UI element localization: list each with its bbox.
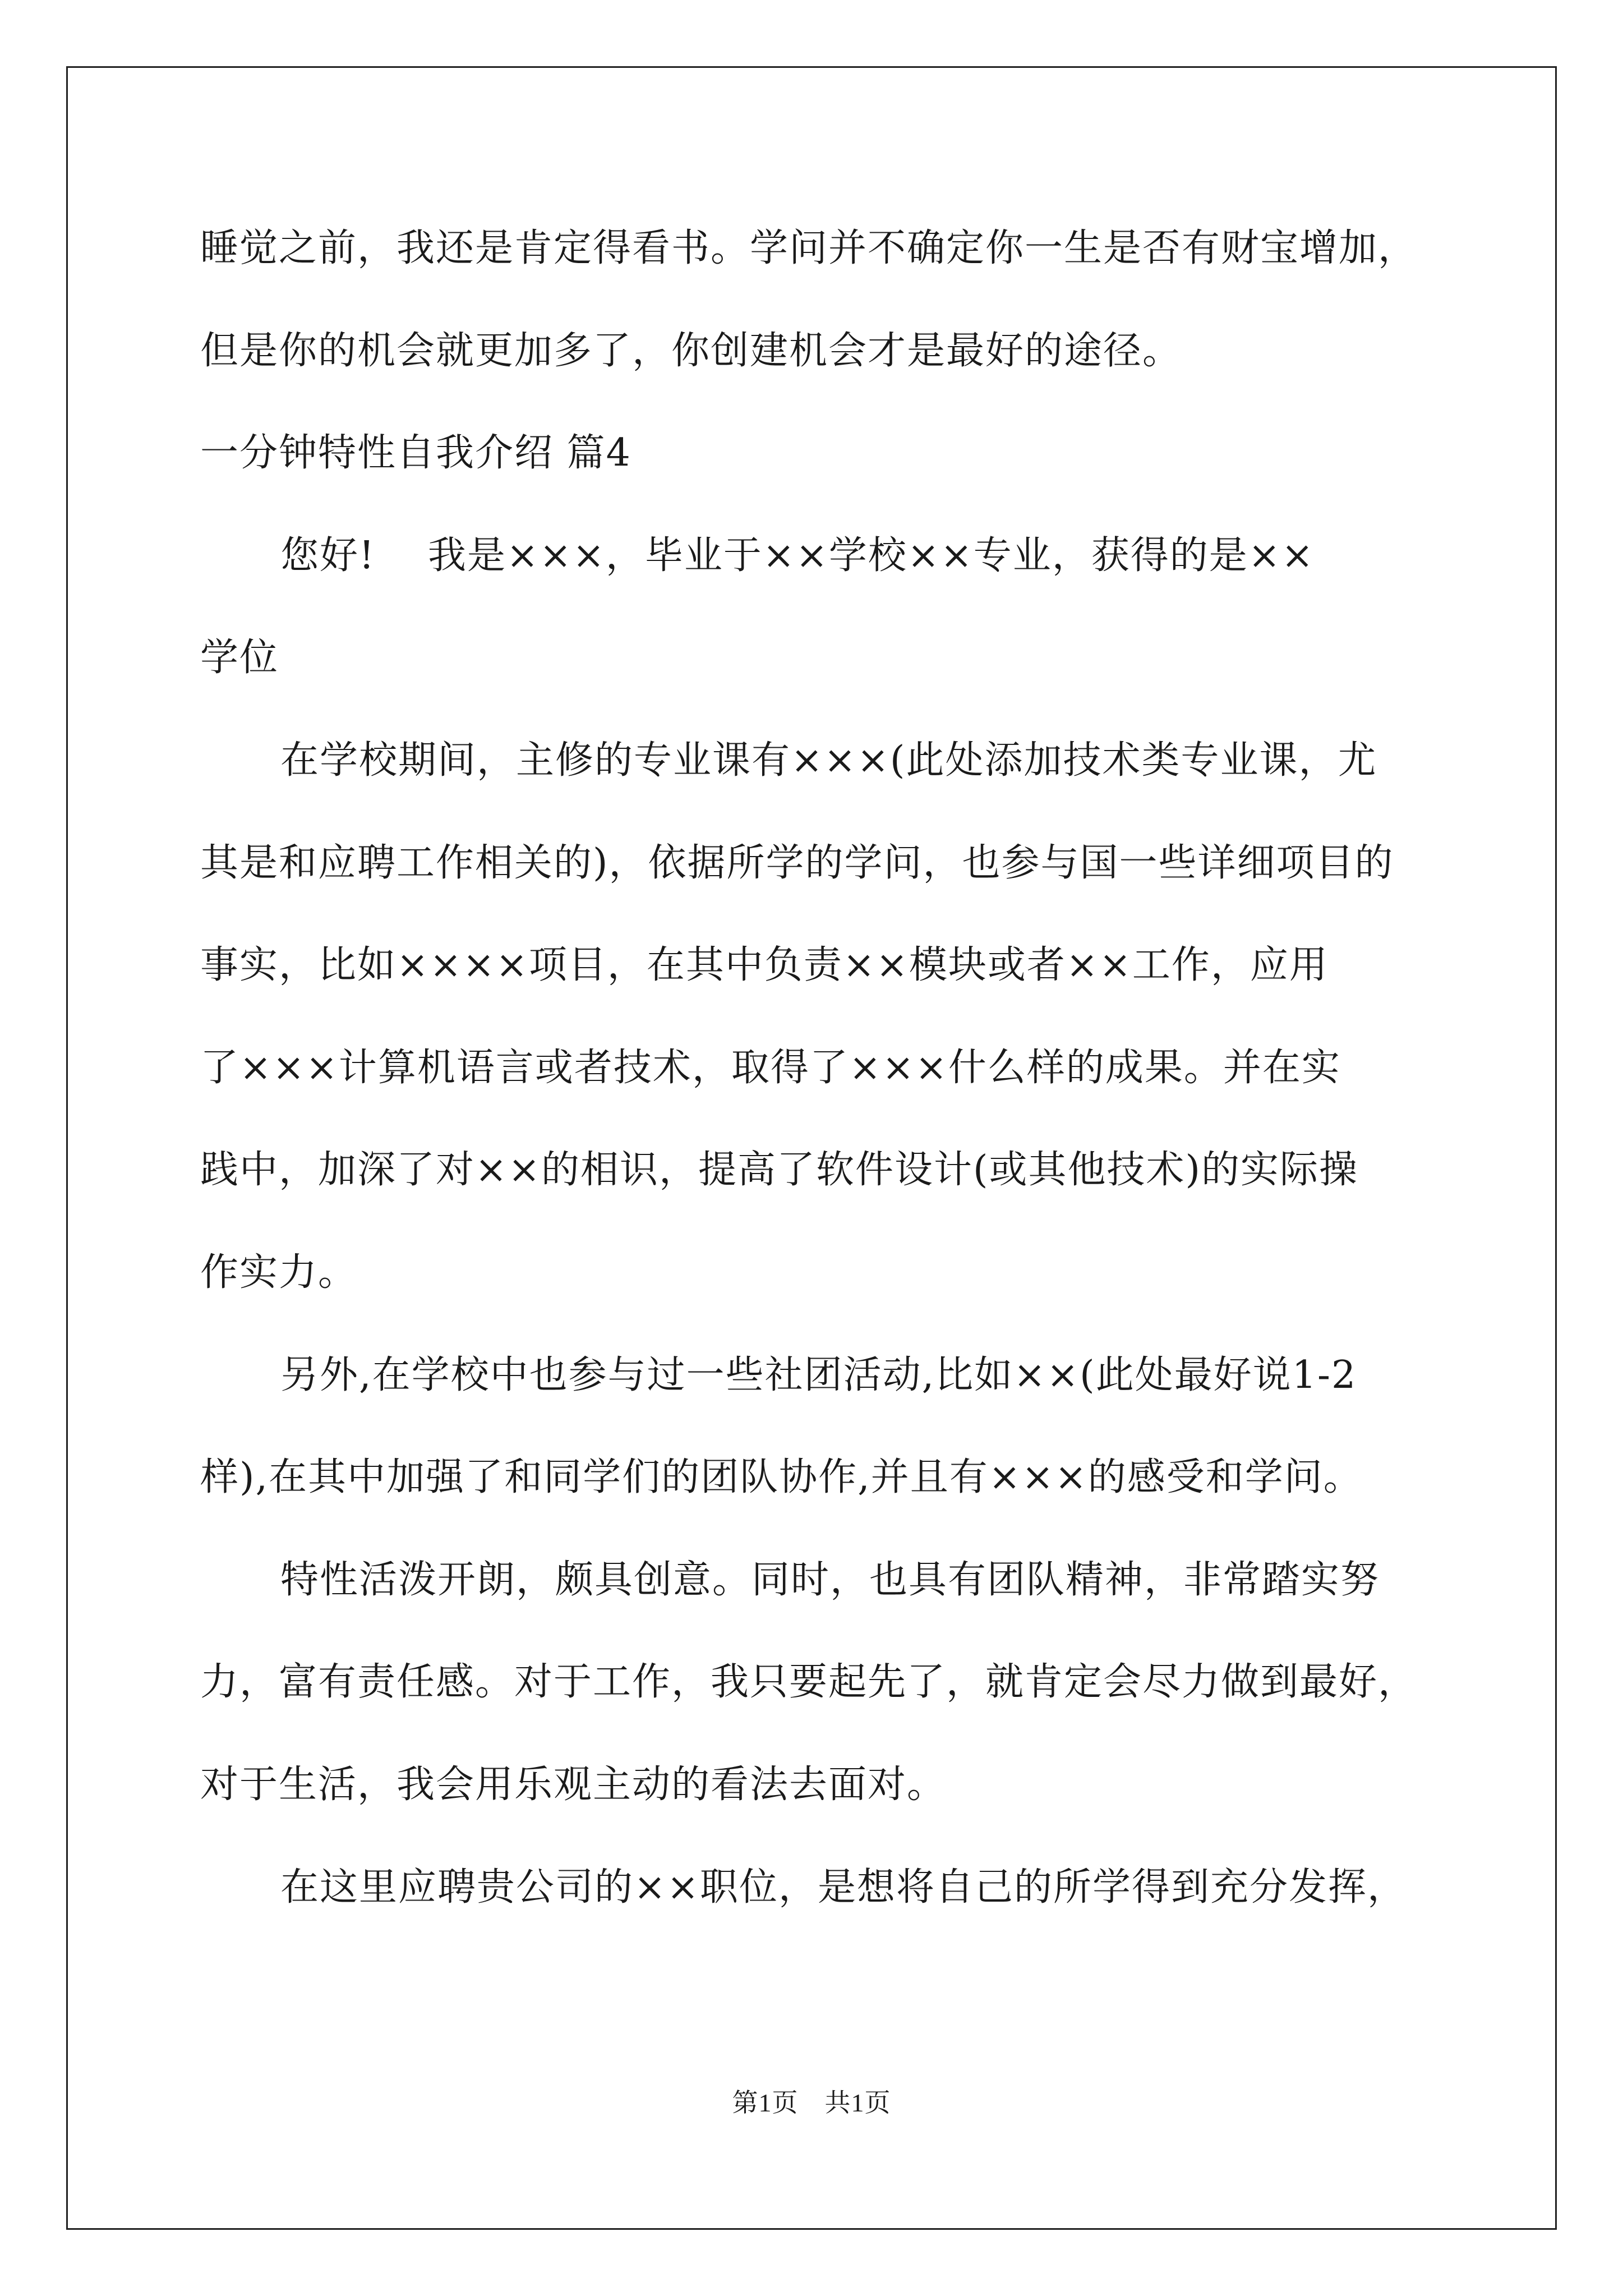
document-body bbox=[200, 197, 1427, 1939]
text-line: 了×××计算机语言或者技术，取得了×××什么样的成果。并在实 bbox=[200, 1045, 1341, 1090]
text-line: 在学校期间，主修的专业课有×××(此处添加技术类专业课，尤 bbox=[280, 738, 1377, 783]
text-line: 对于生活，我会用乐观主动的看法去面对。 bbox=[200, 1762, 947, 1807]
text-line: 力，富有责任感。对于工作，我只要起先了，就肯定会尽力做到最好， bbox=[200, 1660, 1418, 1705]
text-line: 样),在其中加强了和同学们的团队协作,并且有×××的感受和学问。 bbox=[200, 1455, 1363, 1500]
text-line: 您好! 我是×××，毕业于××学校××专业，获得的是×× bbox=[280, 533, 1315, 578]
text-line: 其是和应聘工作相关的)，依据所学的学问，也参与国一些详细项目的 bbox=[200, 840, 1394, 885]
text-line: 事实，比如××××项目，在其中负责××模块或者××工作，应用 bbox=[200, 943, 1329, 988]
text-line: 另外,在学校中也参与过一些社团活动,比如××(此处最好说1-2 bbox=[280, 1352, 1357, 1397]
text-line: 作实力。 bbox=[200, 1250, 358, 1295]
text-line: 睡觉之前，我还是肯定得看书。学问并不确定你一生是否有财宝增加， bbox=[200, 226, 1418, 270]
text-line: 在这里应聘贵公司的××职位，是想将自己的所学得到充分发挥， bbox=[280, 1865, 1407, 1910]
text-line: 践中，加深了对××的相识，提高了软件设计(或其他技术)的实际操 bbox=[200, 1148, 1359, 1193]
text-line: 特性活泼开朗，颇具创意。同时，也具有团队精神，非常踏实努 bbox=[280, 1557, 1380, 1602]
page-footer: 第1页 共1页 bbox=[732, 2088, 891, 2117]
section-heading: 一分钟特性自我介绍 篇4 bbox=[200, 431, 631, 476]
text-line: 但是你的机会就更加多了，你创建机会才是最好的途径。 bbox=[200, 328, 1182, 373]
text-line: 学位 bbox=[200, 636, 279, 680]
